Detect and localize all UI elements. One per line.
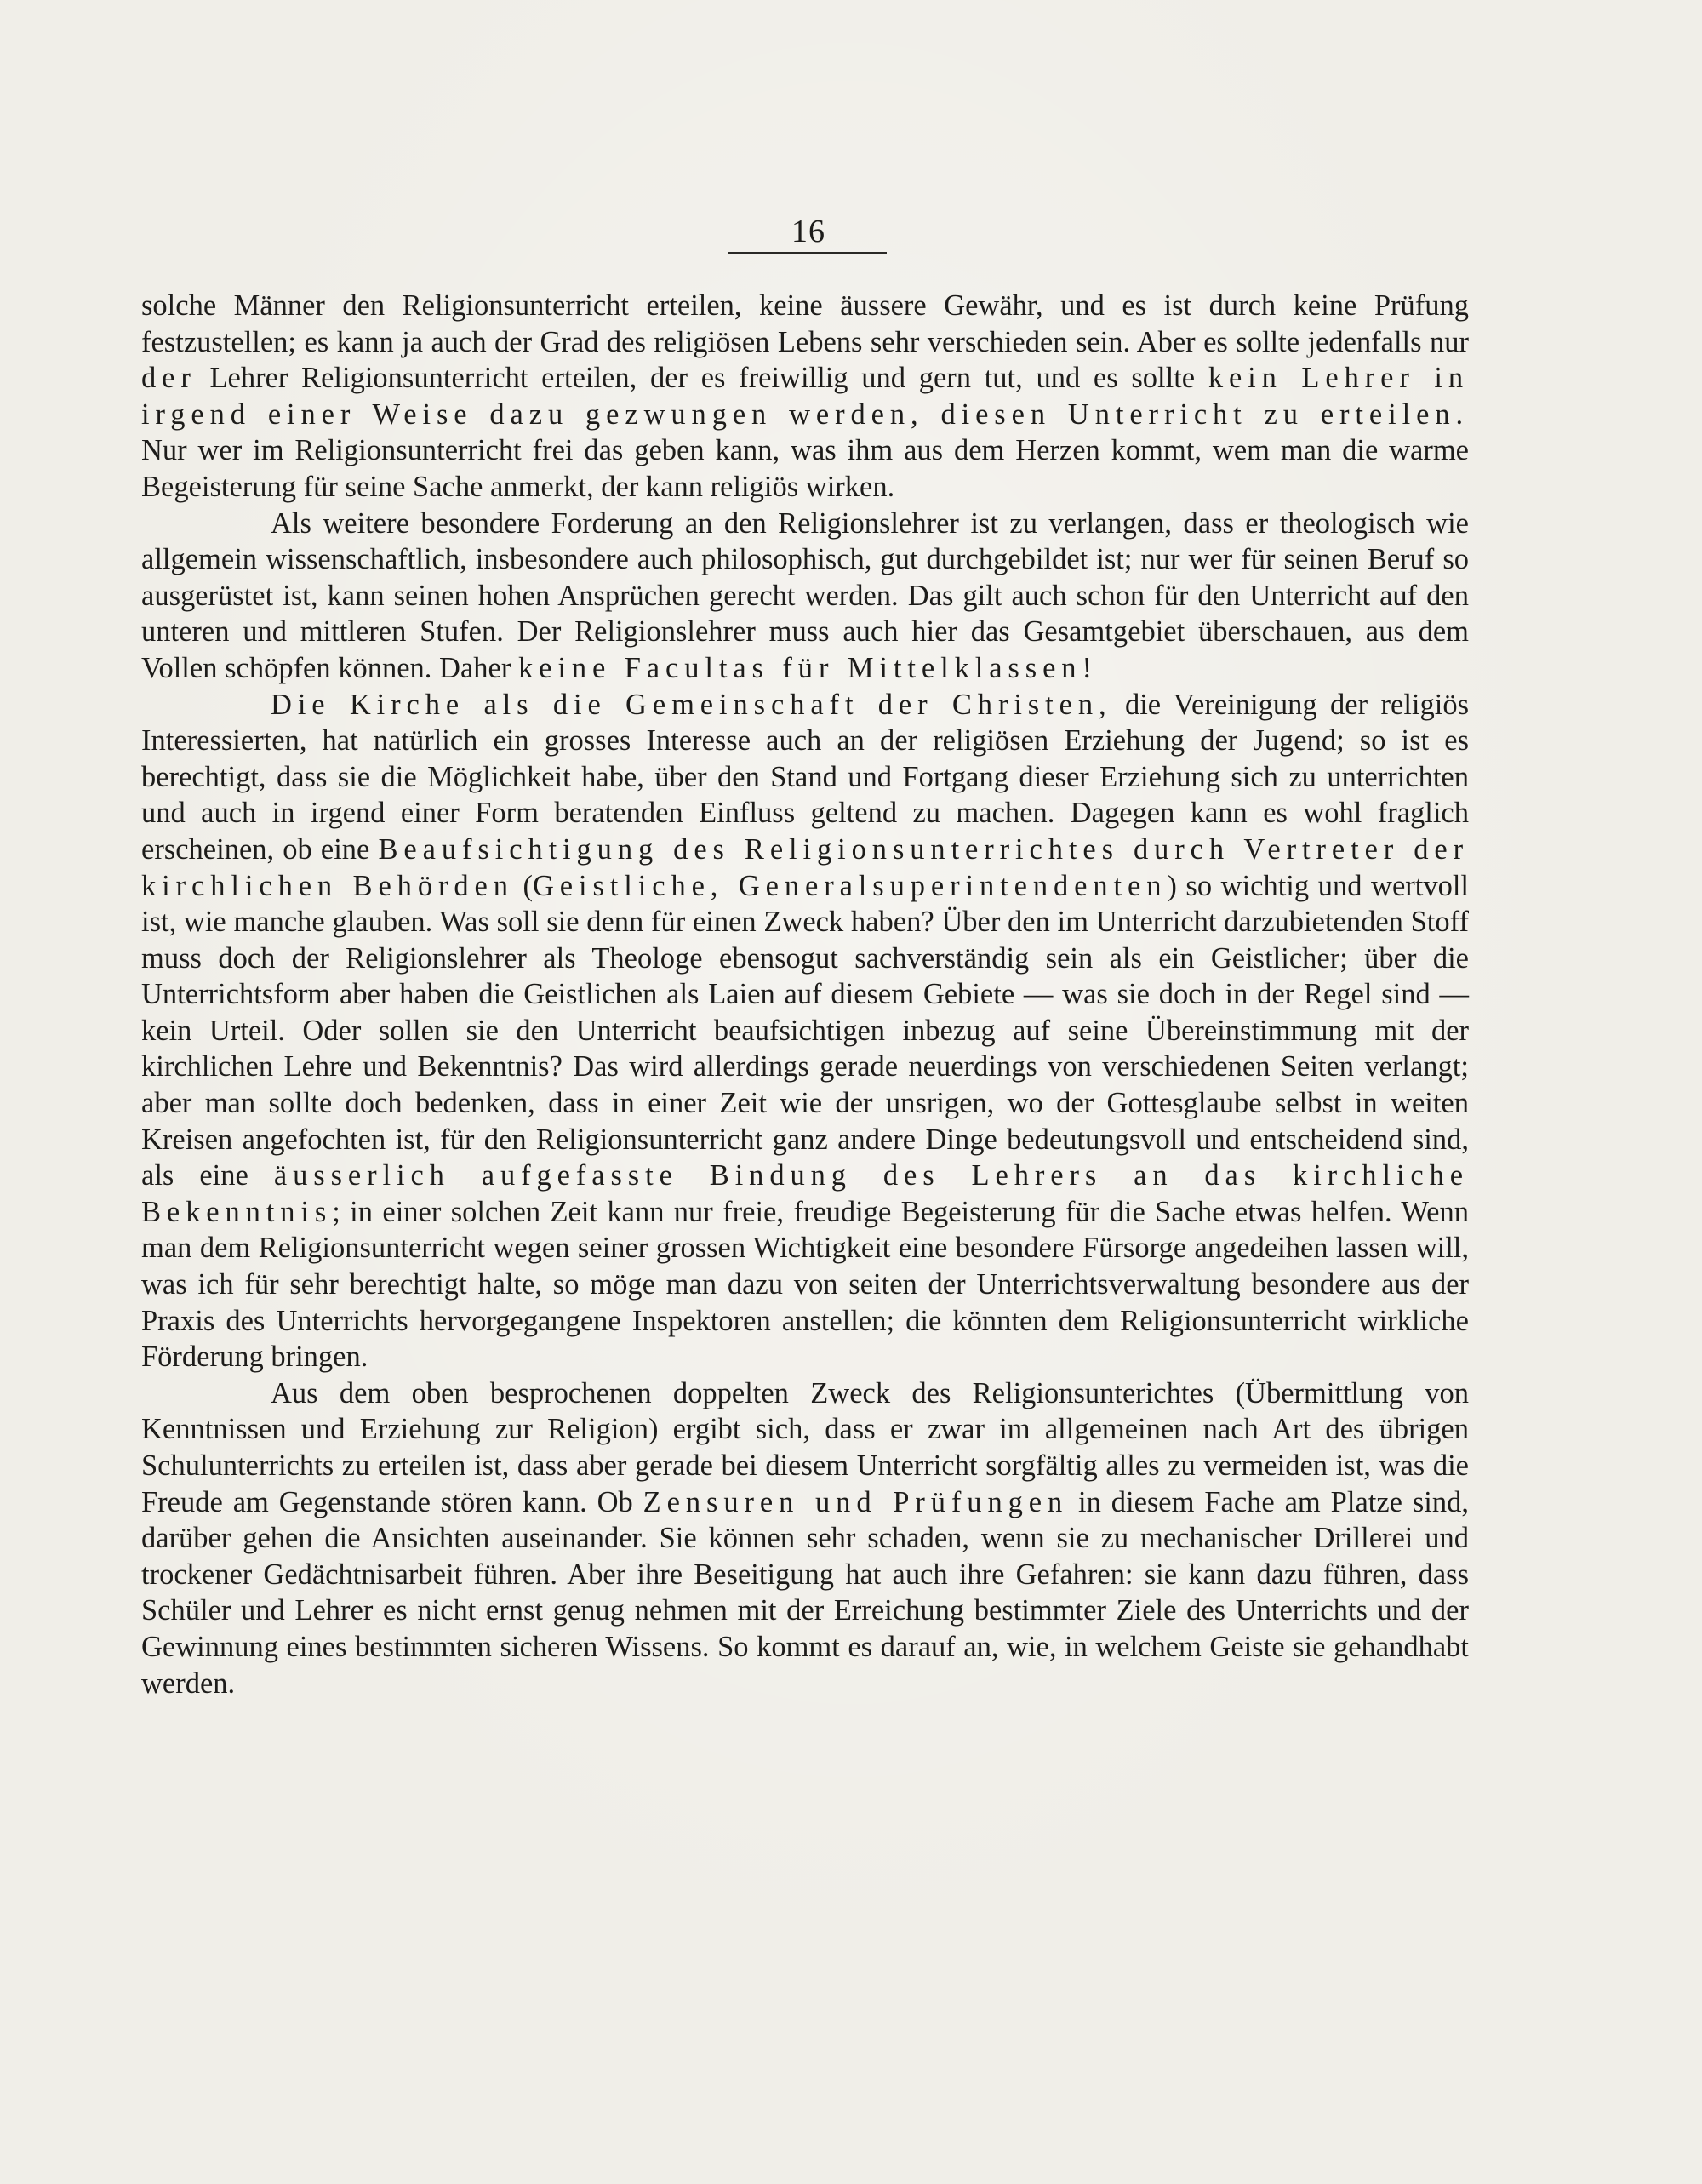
spaced-emphasis: der: [141, 362, 197, 395]
spaced-emphasis: Beaufsichtigung des Religionsunterrichtes durch Vertreter der kirchlichen Behörden: [141, 832, 1469, 902]
body-text: [141, 288, 1469, 1701]
spaced-emphasis: Die Kirche als die Gemeinschaft der Christen,: [271, 688, 1112, 721]
text-run: solche Männer den Religionsunterricht erteilen, keine äussere Gewähr, und es ist durch keine Prüfung festzustellen; es kann ja auch der Grad des religiösen Lebens sehr verschieden sein. Aber es sollte jedenfalls nur: [141, 289, 1469, 358]
text-run: Als weitere besondere Forderung an den Religionslehrer ist zu verlangen, dass er theologisch wie allgemein wissenschaftlich, insbesondere auch philosophisch, gut durchgebildet ist; nur wer für seinen Beruf so ausgerüstet ist, kann seinen hohen Ansprüchen gerecht werden. Das gilt auch schon für den Unterricht auf den unteren und mittleren Stufen. Der Religionslehrer muss auch hier das Gesamtgebiet überschauen, aus dem Vollen schöpfen können. Daher: [141, 506, 1469, 684]
text-run: ; in einer solchen Zeit kann nur freie, freudige Begeisterung für die Sache etwas helfen. Wenn man dem Religionsunterricht wegen seiner grossen Wichtigkeit eine besondere Fürsorge angedeihen lassen will, was ich für sehr berechtigt halte, so möge man dazu von seiten der Unterrichtsverwaltung besondere aus der Praxis des Unterrichts hervorgegangene Inspektoren anstellen; die könnten dem Religionsunterricht wirkliche Förderung bringen.: [141, 1195, 1469, 1374]
text-run: Lehrer Religionsunterricht erteilen, der es freiwillig und gern tut, und es sollte: [196, 362, 1208, 395]
paragraph-2: [141, 506, 1469, 687]
paragraph-4: [141, 1375, 1469, 1701]
paragraph-3: [141, 687, 1469, 1375]
spaced-emphasis: äusserlich aufgefasste Bindung des Lehrers an das kirchliche Bekenntnis: [141, 1159, 1469, 1228]
text-run: die Vereinigung der religiös Interessierten, hat natürlich ein grosses Interesse auch an der religiösen Erziehung der Jugend; so ist es berechtigt, dass sie die Möglichkeit habe, über den Stand und Fortgang dieser Erziehung sich zu unterrichten und auch in irgend einer Form beratenden Einfluss geltend zu machen. Dagegen kann es wohl fraglich erscheinen, ob eine: [141, 688, 1469, 866]
text-run: ) so wichtig und wertvoll ist, wie manche glauben. Was soll sie denn für einen Zweck haben? Über den im Unterricht darzubietenden Stoff muss doch der Religionslehrer als Theologe ebensogut sachverständig sein als ein Geistlicher; über die Unterrichtsform aber haben die Geistlichen als Laien auf diesem Gebiete — was sie doch in der Regel sind — kein Urteil. Oder sollen sie den Unterricht beaufsichtigen inbezug auf seine Übereinstimmung mit der kirchlichen Lehre und Bekenntnis? Das wird allerdings gerade neuerdings von verschiedenen Seiten verlangt; aber man sollte doch bedenken, dass in einer Zeit wie der unsrigen, wo der Gottesglaube selbst in weiten Kreisen angefochten ist, für den Religionsunterricht ganz andere Dinge bedeutungsvoll und entscheidend sind, als eine: [141, 869, 1469, 1192]
spaced-emphasis: Zensuren und Prüfungen: [643, 1485, 1069, 1518]
spaced-emphasis: Geistliche, Generalsuperintendenten: [532, 869, 1168, 902]
spaced-emphasis: kein Lehrer in irgend einer Weise dazu gezwungen werden, diesen Unterricht zu erteilen.: [141, 362, 1469, 431]
text-run: in diesem Fache am Platze sind, darüber gehen die Ansichten auseinander. Sie können sehr schaden, wenn sie zu mechanischer Drillerei und trockener Gedächtnisarbeit führen. Aber ihre Beseitigung hat auch ihre Gefahren: sie kann dazu führen, dass Schüler und Lehrer es nicht ernst genug nehmen mit der Erreichung bestimmter Ziele des Unterrichts und der Gewinnung eines bestimmten sicheren Wissens. So kommt es darauf an, wie, in welchem Geiste sie gehandhabt werden.: [141, 1485, 1469, 1700]
text-run: Aus dem oben besprochenen doppelten Zweck des Religionsunterichtes (Übermittlung von Kenntnissen und Erziehung zur Religion) ergibt sich, dass er zwar im allgemeinen nach Art des übrigen Schulunterrichts zu erteilen ist, dass aber gerade bei diesem Unterricht sorgfältig alles zu vermeiden ist, was die Freude am Gegenstande stören kann. Ob: [141, 1376, 1469, 1518]
page-number-rule: [728, 252, 887, 254]
spaced-emphasis: keine Facultas für Mittelklassen!: [517, 651, 1098, 684]
page-number: 16: [791, 214, 825, 249]
text-run: Nur wer im Religionsunterricht frei das geben kann, was ihm aus dem Herzen kommt, wem man die warme Begeisterung für seine Sache anmerkt, der kann religiös wirken.: [141, 434, 1469, 503]
paragraph-1: [141, 288, 1469, 506]
text-run: (: [513, 869, 533, 902]
